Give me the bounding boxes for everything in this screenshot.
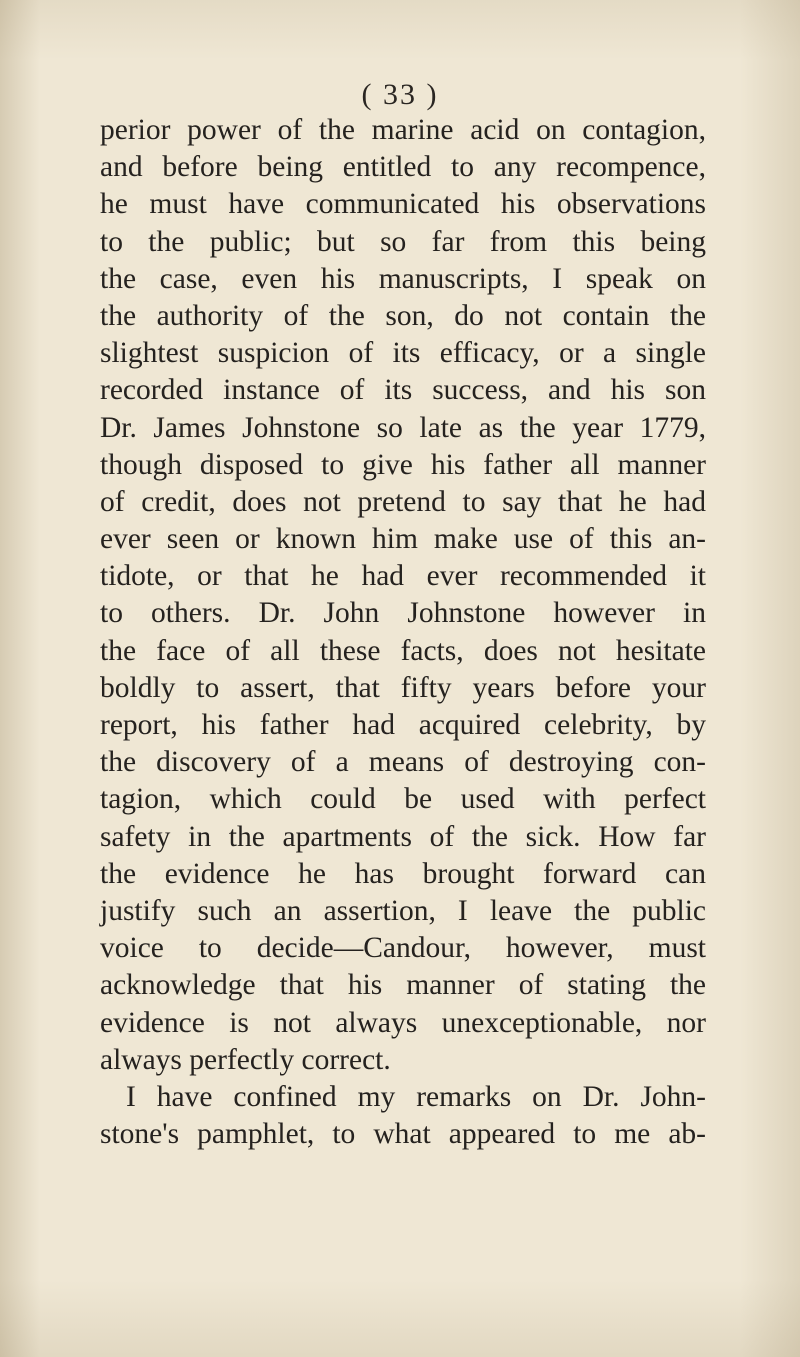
text-line: ever seen or known him make use of this an- bbox=[100, 523, 706, 556]
text-line: though disposed to give his father all manner bbox=[100, 448, 706, 481]
text-line: the face of all these facts, does not hesitate bbox=[100, 634, 706, 667]
text-line: the case, even his manuscripts, I speak on bbox=[100, 262, 706, 295]
text-line: he must have communicated his observations bbox=[100, 188, 706, 221]
text-line: acknowledge that his manner of stating the bbox=[100, 969, 706, 1002]
text-line: report, his father had acquired celebrity, by bbox=[100, 709, 706, 741]
text-line: Dr. James Johnstone so late as the year 1779, bbox=[100, 411, 706, 444]
text-line: the authority of the son, do not contain the bbox=[100, 299, 706, 332]
text-line: the evidence he has brought forward can bbox=[100, 857, 706, 890]
text-line: recorded instance of its success, and his son bbox=[100, 374, 706, 407]
text-line: evidence is not always unexceptionable, nor bbox=[100, 1006, 706, 1039]
text-line: safety in the apartments of the sick. How far bbox=[100, 820, 706, 853]
text-line: justify such an assertion, I leave the public bbox=[100, 894, 706, 927]
text-line: I have confined my remarks on Dr. John- bbox=[126, 1080, 706, 1113]
text-line: and before being entitled to any recompence, bbox=[100, 151, 706, 184]
text-line: to others. Dr. John Johnstone however in bbox=[100, 597, 706, 630]
text-line: boldly to assert, that fifty years before your bbox=[100, 671, 706, 704]
page-body-text bbox=[100, 112, 706, 1153]
text-line: slightest suspicion of its efficacy, or a single bbox=[100, 337, 706, 370]
text-line: perior power of the marine acid on contagion, bbox=[100, 114, 706, 146]
text-line: to the public; but so far from this being bbox=[100, 225, 706, 258]
text-line: voice to decide—Candour, however, must bbox=[100, 932, 706, 965]
text-line: always perfectly correct. bbox=[100, 1043, 391, 1076]
text-line: the discovery of a means of destroying con- bbox=[100, 746, 706, 779]
text-line: of credit, does not pretend to say that he had bbox=[100, 485, 706, 518]
text-line: tagion, which could be used with perfect bbox=[100, 783, 706, 816]
page-number: ( 33 ) bbox=[361, 78, 439, 111]
text-line: stone's pamphlet, to what appeared to me ab- bbox=[100, 1118, 706, 1151]
text-line: tidote, or that he had ever recommended it bbox=[100, 560, 706, 593]
